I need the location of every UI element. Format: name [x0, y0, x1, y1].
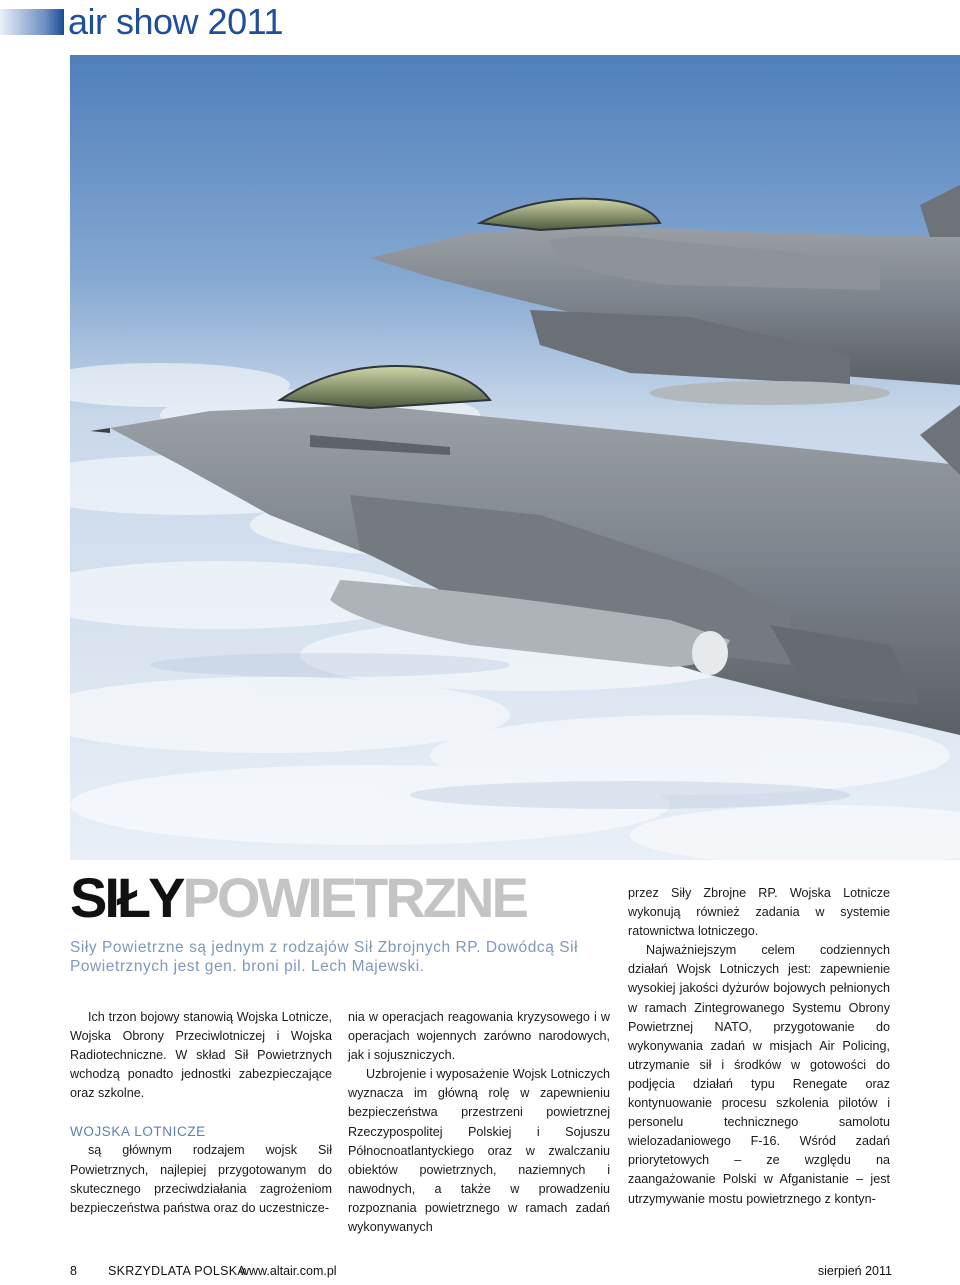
page-number: 8 — [70, 1264, 77, 1278]
headline-dark: SIŁY — [70, 866, 183, 929]
page-footer — [0, 1258, 960, 1285]
col2-paragraph-2: Uzbrojenie i wyposażenie Wojsk Lotniczych wyznacza im główną rolę w zapewnieniu bezpieczeństwa przestrzeni powietrznej Rzeczypospolitej Polskiej i Sojuszu Północnoatlantyckiego oraz w zwalczaniu obiektów powietrznych, naziemnych i nawodnych, a także w prowadzeniu rozpoznania powietrznego w ramach zadań wykonywanych — [348, 1067, 610, 1235]
issue-date: sierpień 2011 — [817, 1264, 892, 1278]
col2-paragraph-1: nia w operacjach reagowania kryzysowego i w operacjach wojennych zarówno narodowych, jak i sojuszniczych. — [348, 1010, 610, 1063]
fighter-jets-photo — [70, 55, 960, 860]
column-3 — [628, 884, 890, 1209]
article-headline — [70, 868, 526, 928]
section-title: air show 2011 — [68, 1, 283, 42]
col3-paragraph-2: Najważniejszym celem codziennych działań Wojsk Lotniczych jest: zapewnienie wysokiej jakości dyżurów bojowych pełnionych w ramach Zintegrowanego Systemu Obrony Powietrznej NATO, przygotowanie do wykonywania zadań w misjach Air Policing, utrzymanie sił i środków w gotowości do podjęcia działań typu Renegate oraz kontynuowanie procesu szkolenia pilotów i personelu technicznego samolotu wielozadaniowego F-16. Wśród zadań priorytetowych – ze względu na zaangażowanie Polski w Afganistanie – jest utrzymywanie mostu powietrznego z kontyn- — [628, 943, 890, 1206]
col3-paragraph-1: przez Siły Zbrojne RP. Wojska Lotnicze wykonują również zadania w systemie ratownictwa lotniczego. — [628, 886, 890, 939]
column-2 — [348, 1008, 610, 1237]
column-1 — [70, 1008, 332, 1218]
lead-paragraph: Siły Powietrzne są jednym z rodzajów Sił Zbrojnych RP. Dowódcą Sił Powietrznych jest gen. broni pil. Lech Majewski. — [70, 939, 579, 975]
magazine-url[interactable]: www.altair.com.pl — [240, 1264, 337, 1278]
col1-paragraph-2: są głównym rodzajem wojsk Sił Powietrznych, najlepiej przygotowanym do skutecznego przeciwdziałania zagrożeniom bezpieczeństwa państwa oraz do uczestnicze- — [70, 1143, 332, 1215]
subheading-wojska-lotnicze: WOJSKA LOTNICZE — [70, 1124, 206, 1140]
magazine-name: SKRZYDLATA POLSKA — [108, 1264, 247, 1278]
fighter-jets-photo-icon — [70, 55, 960, 860]
headline-light: POWIETRZNE — [182, 866, 526, 929]
page-header — [0, 0, 960, 44]
col1-paragraph-1: Ich trzon bojowy stanowią Wojska Lotnicze, Wojska Obrony Przeciwlotniczej i Wojska Radiotechniczne. W skład Sił Powietrznych wchodzą ponadto jednostki zabezpieczające oraz szkolne. — [70, 1010, 332, 1101]
header-gradient-bar — [0, 9, 64, 35]
